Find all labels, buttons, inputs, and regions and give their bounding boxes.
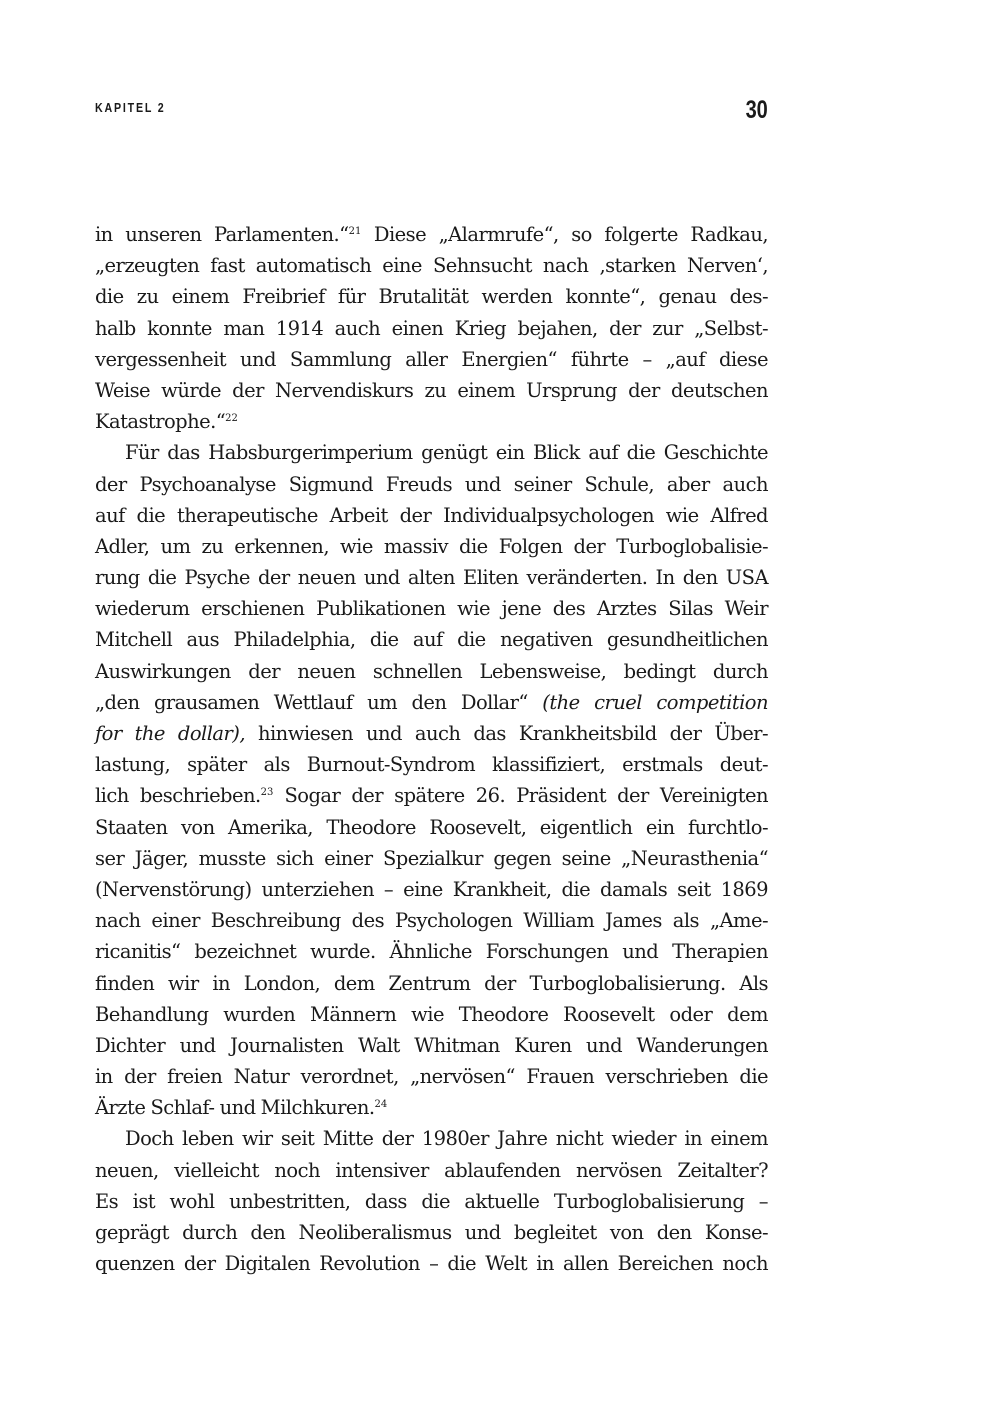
text-line: „den grausamen Wettlauf um den Dollar“ (the cruel competition	[95, 690, 768, 714]
text-line: ricanitis“ bezeichnet wurde. Ähnliche Forschungen und Therapien	[95, 940, 768, 964]
text-line: vergessenheit und Sammlung aller Energien“ führte – „auf diese	[95, 347, 768, 371]
paragraph-2	[95, 437, 768, 1123]
footnote-ref-24[interactable]: 24	[374, 1099, 388, 1111]
paragraph-3	[95, 1123, 768, 1279]
page-number: 30	[745, 96, 768, 124]
text-line: Staaten von Amerika, Theodore Roosevelt, eigentlich ein furchtlo-	[95, 815, 768, 839]
text-line: Weise würde der Nervendiskurs zu einem Ursprung der deutschen	[95, 378, 768, 402]
text-line: Für das Habsburgerimperium genügt ein Blick auf die Geschichte	[125, 441, 768, 465]
running-header	[95, 96, 768, 136]
text-line: der Psychoanalyse Sigmund Freuds und seiner Schule, aber auch	[95, 472, 768, 496]
text-line: ser Jäger, musste sich einer Spezialkur gegen seine „Neurasthenia“	[95, 846, 768, 870]
text-line: Doch leben wir seit Mitte der 1980er Jahre nicht wieder in einem	[125, 1127, 768, 1151]
text-line: wiederum erschienen Publikationen wie jene des Arztes Silas Weir	[95, 597, 768, 621]
text-line: die zu einem Freibrief für Brutalität werden konnte“, genau des-	[95, 285, 768, 309]
text-line: Dichter und Journalisten Walt Whitman Kuren und Wanderungen	[95, 1033, 768, 1057]
text-line: (Nervenstörung) unterziehen – eine Krankheit, die damals seit 1869	[95, 877, 768, 901]
chapter-label: KAPITEL 2	[95, 100, 166, 115]
text-line: Ärzte Schlaf- und Milchkuren.$^{24}$	[95, 1096, 388, 1120]
text-line: Behandlung wurden Männern wie Theodore Roosevelt oder dem	[95, 1002, 768, 1026]
italic-phrase: for the dollar),	[95, 722, 245, 745]
text-line: lastung, später als Burnout-Syndrom klassifiziert, erstmals deut-	[95, 753, 768, 777]
text-line: in unseren Parlamenten.“$^{21}$ Diese „Alarmrufe“, so folgerte Radkau,	[95, 223, 769, 246]
paragraph-1	[95, 219, 768, 437]
text-line: finden wir in London, dem Zentrum der Turboglobalisierung. Als	[95, 971, 768, 995]
text-line: quenzen der Digitalen Revolution – die Welt in allen Bereichen noch	[95, 1252, 768, 1276]
text-line: Katastrophe.“$^{22}$	[95, 410, 238, 434]
text-line: „erzeugten fast automatisch eine Sehnsucht nach ‚starken Nerven‘,	[95, 254, 768, 278]
text-line: in der freien Natur verordnet, „nervösen“ Frauen verschrieben die	[95, 1065, 768, 1089]
italic-phrase: (the cruel competition	[542, 690, 768, 714]
text-line: neuen, vielleicht noch intensiver ablaufenden nervösen Zeitalter?	[95, 1158, 768, 1182]
text-line: rung die Psyche der neuen und alten Eliten veränderten. In den USA	[95, 566, 768, 590]
text-line: nach einer Beschreibung des Psychologen William James als „Ame-	[95, 909, 768, 933]
text-line: geprägt durch den Neoliberalismus und begleitet von den Konse-	[95, 1221, 768, 1244]
text-line: halb konnte man 1914 auch einen Krieg bejahen, der zur „Selbst-	[95, 316, 768, 340]
text-line: Auswirkungen der neuen schnellen Lebensweise, bedingt durch	[95, 659, 768, 683]
footnote-ref-23[interactable]: 23	[260, 787, 274, 799]
footnote-ref-22[interactable]: 22	[225, 412, 238, 424]
text-line: auf die therapeutische Arbeit der Individualpsychologen wie Alfred	[95, 503, 768, 527]
text-line: Es ist wohl unbestritten, dass die aktuelle Turboglobalisierung –	[95, 1189, 768, 1213]
text-line: Adler, um zu erkennen, wie massiv die Folgen der Turboglobalisie-	[95, 534, 768, 558]
footnote-ref-21[interactable]: 21	[348, 225, 362, 237]
text-line: for the dollar), hinwiesen und auch das Krankheitsbild der Über-	[95, 722, 768, 745]
text-line: lich beschrieben.$^{23}$ Sogar der spätere 26. Präsident der Vereinigten	[95, 784, 768, 808]
text-line: Mitchell aus Philadelphia, die auf die negativen gesundheitlichen	[95, 628, 768, 652]
body-text	[95, 219, 768, 1279]
